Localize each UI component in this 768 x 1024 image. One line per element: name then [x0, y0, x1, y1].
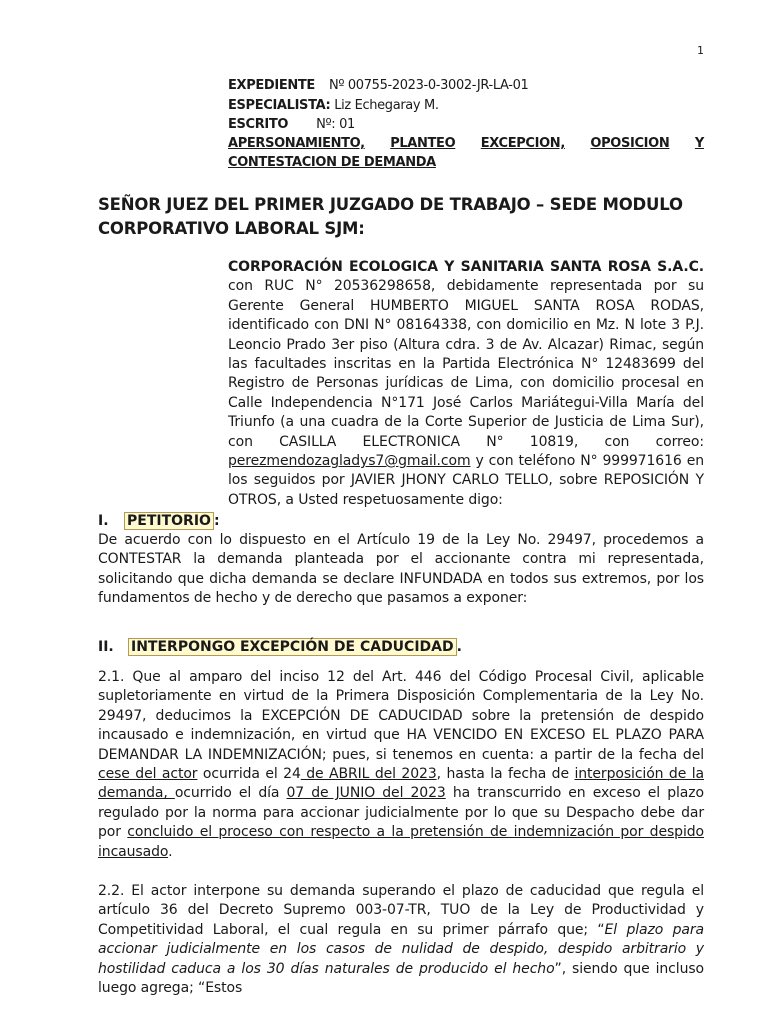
- party-identification: [228, 258, 704, 510]
- sumilla-word: Y: [694, 136, 704, 151]
- section-1-title: PETITORIO: [124, 512, 214, 530]
- party-text-1: con RUC N° 20536298658, debidamente representada por su Gerente General HUMBERTO MIGUEL SANTA ROSA RODAS, identificado con DNI N° 08164338, con domicilio en Mz. N lote 3 P.J. Leoncio Prado 3er piso (Altura cdra. 3 de Av. Alcazar) Rimac, según las facultades inscritas en la Partida Electrónica N° 12483699 del Registro de Personas jurídicas de Lima, con domicilio procesal en Calle Independencia N°171 José Carlos Mariátegui-Villa María del Triunfo (a una cuadra de la Corte Superior de Justicia de Lima Sur), con CASILLA ELECTRONICA N° 10819, con correo:: [228, 278, 704, 450]
- paragraph-text: 2.1. Que al amparo del inciso 12 del Art. 446 del Código Procesal Civil, aplicable supletoriamente en virtud de la Primera Disposición Complementaria de la Ley No. 29497, deducimos la EXCEPCIÓN DE CADUCIDAD sobre la pretensión de despido incausado e indemnización, en virtud que HA VENCIDO EN EXCESO EL PLAZO PARA DEMANDAR LA INDEMNIZACIÓN; pues, si tenemos en cuenta: a partir de la fecha del: [98, 669, 704, 763]
- sumilla-word: OPOSICION: [590, 136, 670, 151]
- paragraph-text: ocurrida el 24: [197, 766, 301, 783]
- paragraph-text: , hasta la fecha de: [436, 766, 575, 783]
- sumilla-word: EXCEPCION,: [480, 136, 565, 151]
- especialista-value: Liz Echegaray M.: [334, 98, 439, 113]
- section-1-body: De acuerdo con lo dispuesto en el Artículo 19 de la Ley No. 29497, procedemos a CONTESTAR la demanda planteada por el accionante contra mi representada, solicitando que dicha demanda se declare INFUNDADA en todos sus extremos, por los fundamentos de hecho y de derecho que pasamos a exponer:: [98, 532, 704, 607]
- expediente-label: EXPEDIENTE: [228, 78, 315, 93]
- paragraph-2-1: [98, 668, 704, 862]
- underlined-text: interposición de la demanda,: [98, 766, 704, 802]
- underlined-text: cese del actor: [98, 766, 198, 783]
- escrito-value: Nº: 01: [316, 117, 355, 132]
- sumilla-line-1: [228, 136, 704, 151]
- section-2-heading: [98, 637, 462, 657]
- sumilla-line-2: CONTESTACION DE DEMANDA: [228, 155, 436, 170]
- expediente-line: [228, 78, 528, 93]
- underlined-text: concluido el proceso con respecto a la pretensión de indemnización por despido incausado: [98, 824, 704, 860]
- escrito-label: ESCRITO: [228, 117, 289, 132]
- paragraph-text: ha transcurrido en exceso el plazo regulado por la norma para accionar judicialmente por lo que su Despacho debe dar por: [98, 785, 704, 841]
- underlined-text: de ABRIL del 2023: [300, 766, 437, 783]
- especialista-line: [228, 98, 439, 113]
- paragraph-text: .: [168, 843, 173, 860]
- underlined-text: 07 de JUNIO del 2023: [286, 785, 446, 802]
- italic-quote: El plazo para accionar judicialmente en los casos de nulidad de despido, despido arbitrario y hostilidad caduca a los 30 días naturales de producido el hecho: [98, 921, 704, 977]
- section-2-number: II.: [98, 639, 114, 655]
- page-number: 1: [697, 44, 704, 57]
- section-1-suffix: :: [213, 513, 220, 529]
- paragraph-text: 2.2. El actor interpone su demanda superando el plazo de caducidad que regula el artículo 36 del Decreto Supremo 003-07-TR, TUO de la Ley de Productividad y Competitividad Laboral, el cual regula en su primer párrafo que; “: [98, 883, 704, 938]
- paragraph-text: ocurrido el día: [174, 785, 287, 802]
- expediente-value: Nº 00755-2023-0-3002-JR-LA-01: [328, 78, 529, 93]
- sumilla-word: PLANTEO: [390, 136, 456, 151]
- sumilla-word: APERSONAMIENTO,: [228, 136, 365, 151]
- company-name: CORPORACIÓN ECOLOGICA Y SANITARIA SANTA ROSA S.A.C.: [228, 259, 704, 275]
- paragraph-text: ”, siendo que incluso luego agrega; “Estos: [98, 960, 704, 997]
- party-text-2: y con teléfono N° 999971616 en los seguidos por JAVIER JHONY CARLO TELLO, sobre REPOSICIÓN Y OTROS, a Usted respetuosamente digo:: [228, 453, 704, 508]
- section-1-number: I.: [98, 513, 109, 529]
- section-2-title: INTERPONGO EXCEPCIÓN DE CADUCIDAD: [128, 638, 457, 656]
- email-link[interactable]: perezmendozagladys7@gmail.com: [228, 453, 471, 470]
- paragraph-2-2: [98, 882, 704, 998]
- escrito-line: [228, 117, 355, 132]
- section-2-suffix: .: [456, 639, 462, 655]
- especialista-label: ESPECIALISTA:: [228, 98, 331, 113]
- section-1-heading: [98, 511, 220, 531]
- addressee-heading: SEÑOR JUEZ DEL PRIMER JUZGADO DE TRABAJO – SEDE MODULO CORPORATIVO LABORAL SJM:: [98, 195, 683, 238]
